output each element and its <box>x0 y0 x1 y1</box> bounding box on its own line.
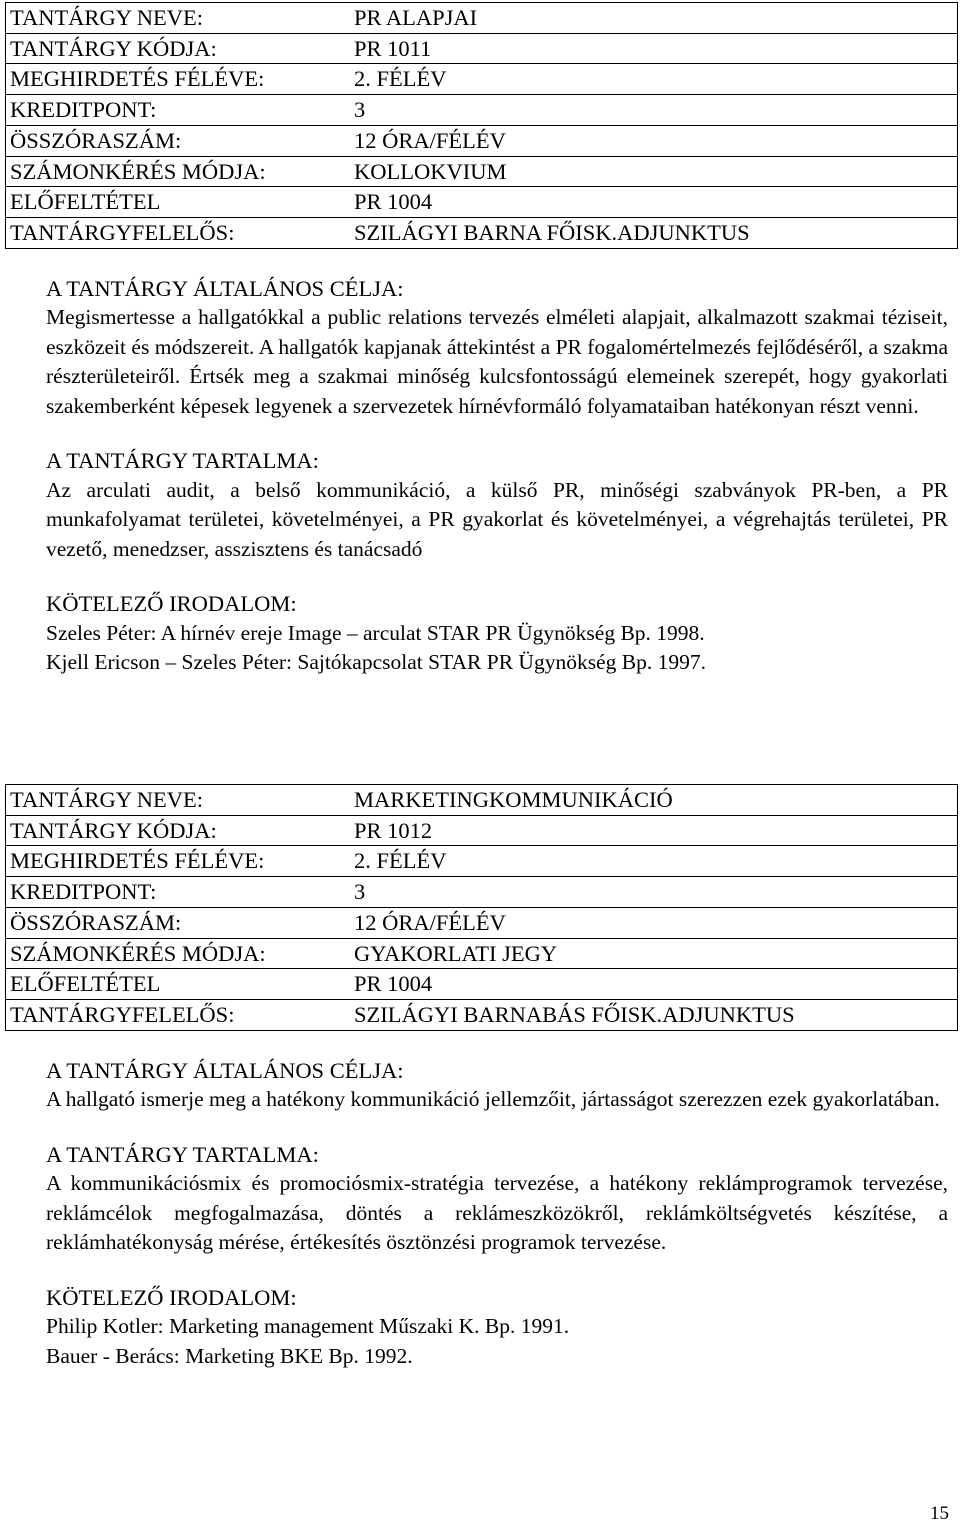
info-value: KOLLOKVIUM <box>348 156 958 187</box>
info-label: MEGHIRDETÉS FÉLÉVE: <box>6 64 349 95</box>
info-label: SZÁMONKÉRÉS MÓDJA: <box>6 938 349 969</box>
info-label: ÖSSZÓRASZÁM: <box>6 125 349 156</box>
info-value: PR 1004 <box>348 187 958 218</box>
info-row-hours <box>6 907 958 938</box>
info-value: PR 1004 <box>348 969 958 1000</box>
literature-section <box>46 1283 948 1372</box>
goal-text: A hallgató ismerje meg a hatékony kommunikáció jellemzőit, jártasságot szerezzen ezek gyakorlatában. <box>46 1087 940 1112</box>
info-row-responsible <box>6 999 958 1030</box>
info-label: TANTÁRGY KÓDJA: <box>6 33 349 64</box>
content-text: A kommunikációsmix és promociósmix-stratégia tervezése, a hatékony reklámprogramok tervezése, reklámcélok megfogalmazása, döntés a reklámeszközökről, reklámköltségvetés készítése, a reklámhatékonyság mérése, értékesítés ösztönzési programok tervezése. <box>46 1171 948 1255</box>
goal-section <box>46 1056 948 1115</box>
literature-heading: KÖTELEZŐ IRODALOM: <box>46 1284 297 1310</box>
info-value: 12 ÓRA/FÉLÉV <box>348 125 958 156</box>
info-value: SZILÁGYI BARNA FŐISK.ADJUNKTUS <box>348 217 958 248</box>
info-row-prerequisite <box>6 969 958 1000</box>
info-label: KREDITPONT: <box>6 95 349 126</box>
info-value: MARKETINGKOMMUNIKÁCIÓ <box>348 785 958 816</box>
info-label: TANTÁRGY KÓDJA: <box>6 815 349 846</box>
info-row-credit <box>6 877 958 908</box>
info-value: 3 <box>348 95 958 126</box>
course-info-table <box>5 784 958 1031</box>
info-label: TANTÁRGY NEVE: <box>6 3 349 34</box>
info-row-code <box>6 815 958 846</box>
info-label: SZÁMONKÉRÉS MÓDJA: <box>6 156 349 187</box>
literature-list <box>46 1312 948 1371</box>
literature-item: Bauer - Berács: Marketing BKE Bp. 1992. <box>46 1343 413 1368</box>
page-number: 15 <box>930 1503 949 1524</box>
info-row-credit <box>6 95 958 126</box>
info-value: 2. FÉLÉV <box>348 64 958 95</box>
info-row-code <box>6 33 958 64</box>
literature-heading: KÖTELEZŐ IRODALOM: <box>46 591 297 617</box>
info-row-name <box>6 3 958 34</box>
content-heading: A TANTÁRGY TARTALMA: <box>46 1141 319 1167</box>
course-block-marketingkommunikacio <box>0 784 960 1371</box>
goal-text: Megismertesse a hallgatókkal a public relations tervezés elméleti alapjait, alkalmazott szakmai téziseit, eszközeit és módszereit. A hallgatók kapjanak áttekintést a PR fogalomértelmezés fejlődéséről, a szakma részterületeiről. Értsék meg a szakmai minőség kulcsfontosságú elemeinek szerepét, hogy gyakorlati szakemberként képesek legyenek a szervezetek hírnévformáló folyamataiban hatékonyan részt venni. <box>46 305 948 418</box>
info-value: PR 1012 <box>348 815 958 846</box>
info-value: 2. FÉLÉV <box>348 846 958 877</box>
info-value: 3 <box>348 877 958 908</box>
content-section <box>46 1140 948 1258</box>
info-label: ELŐFELTÉTEL <box>6 187 349 218</box>
info-label: KREDITPONT: <box>6 877 349 908</box>
info-row-assessment <box>6 156 958 187</box>
course-info-table <box>5 2 958 249</box>
info-row-assessment <box>6 938 958 969</box>
literature-item: Szeles Péter: A hírnév ereje Image – arculat STAR PR Ügynökség Bp. 1998. <box>46 620 705 645</box>
info-label: TANTÁRGYFELELŐS: <box>6 999 349 1030</box>
info-label: ÖSSZÓRASZÁM: <box>6 907 349 938</box>
info-label: ELŐFELTÉTEL <box>6 969 349 1000</box>
info-row-semester <box>6 64 958 95</box>
literature-list <box>46 619 948 678</box>
literature-item: Kjell Ericson – Szeles Péter: Sajtókapcsolat STAR PR Ügynökség Bp. 1997. <box>46 650 706 675</box>
goal-heading: A TANTÁRGY ÁLTALÁNOS CÉLJA: <box>46 275 404 301</box>
info-row-hours <box>6 125 958 156</box>
content-text: Az arculati audit, a belső kommunikáció, a külső PR, minőségi szabványok PR-ben, a PR munkafolyamat területei, követelményei, a PR gyakorlat és követelményei, a végrehajtás területei, PR vezető, menedzser, asszisztens és tanácsadó <box>46 477 948 561</box>
info-row-responsible <box>6 217 958 248</box>
info-value: GYAKORLATI JEGY <box>348 938 958 969</box>
info-value: PR 1011 <box>348 33 958 64</box>
content-heading: A TANTÁRGY TARTALMA: <box>46 448 319 474</box>
info-value: PR ALAPJAI <box>348 3 958 34</box>
info-value: SZILÁGYI BARNABÁS FŐISK.ADJUNKTUS <box>348 999 958 1030</box>
info-label: MEGHIRDETÉS FÉLÉVE: <box>6 846 349 877</box>
goal-heading: A TANTÁRGY ÁLTALÁNOS CÉLJA: <box>46 1057 404 1083</box>
info-row-semester <box>6 846 958 877</box>
goal-section <box>46 274 948 422</box>
info-label: TANTÁRGY NEVE: <box>6 785 349 816</box>
info-value: 12 ÓRA/FÉLÉV <box>348 907 958 938</box>
info-row-prerequisite <box>6 187 958 218</box>
literature-section <box>46 589 948 678</box>
info-label: TANTÁRGYFELELŐS: <box>6 217 349 248</box>
content-section <box>46 446 948 564</box>
info-row-name <box>6 785 958 816</box>
literature-item: Philip Kotler: Marketing management Műszaki K. Bp. 1991. <box>46 1314 570 1339</box>
course-block-pr-alapjai <box>0 2 960 678</box>
